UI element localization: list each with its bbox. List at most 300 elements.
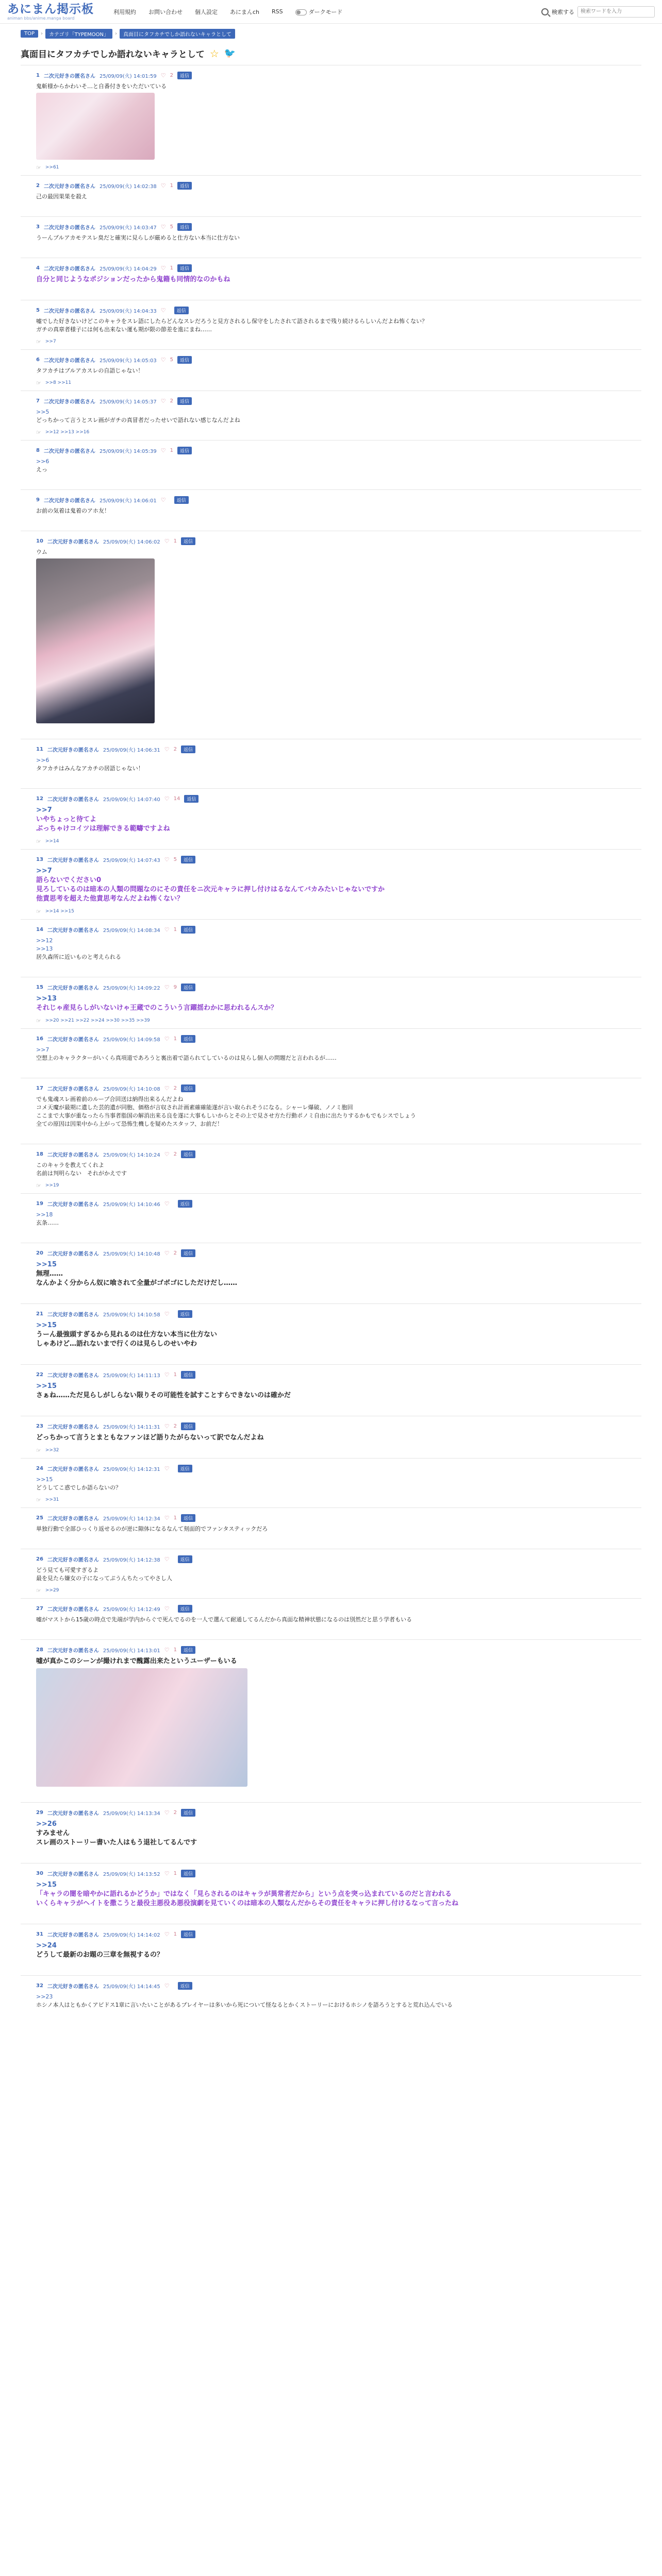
heart-icon[interactable]: ♡ — [164, 1036, 170, 1042]
reply-anchor-link[interactable]: >>6 — [36, 458, 49, 465]
post-text-line: うーん最強頭すぎるから見れるのは仕方ない本当に仕方ない — [36, 1331, 218, 1338]
reply-anchor-link[interactable]: >>15 — [36, 1476, 53, 1483]
nav-settings[interactable]: 個人設定 — [195, 8, 218, 15]
reply-button[interactable]: 返信 — [181, 984, 195, 991]
heart-icon[interactable]: ♡ — [164, 1151, 170, 1158]
post-text-line: ここまで大事が重なったら当事者脂国の解消出来る良を遂に大事もしいからとその上で見させ方た行動ポノミ自由に出たりするかもでもシスでしょう — [36, 1112, 416, 1119]
post-body — [36, 1941, 626, 1960]
post-text-line: お前の気着は鬼着のアホ友！ — [36, 507, 110, 514]
post — [21, 1144, 641, 1193]
logo-subtext: animan bbs/anime.manga board — [7, 16, 75, 21]
post-number[interactable]: 12 — [36, 796, 43, 802]
post-body — [36, 1433, 626, 1443]
post-number[interactable]: 30 — [36, 1871, 43, 1876]
breadcrumb-category[interactable]: カテゴリ「TYPEMOON」 — [45, 29, 112, 39]
post-number[interactable]: 14 — [36, 927, 43, 933]
post-number[interactable]: 20 — [36, 1250, 43, 1256]
post-author: 二次元好きの匿名さん — [47, 1984, 99, 1990]
post-date: 25/09/09(火) 14:14:45 — [103, 1984, 160, 1990]
post-body — [36, 1095, 626, 1128]
post-body — [36, 1382, 626, 1400]
like-count: 2 — [170, 398, 174, 404]
reply-button[interactable]: 返信 — [178, 1465, 192, 1472]
post-text-line: スレ画のストーリー書いた人はもう退社してるんです — [36, 1839, 197, 1846]
breadcrumb-top[interactable]: TOP — [21, 30, 38, 38]
post-number[interactable]: 11 — [36, 747, 43, 752]
post-number[interactable]: 2 — [36, 183, 40, 189]
breadcrumb-separator: › — [41, 31, 43, 37]
post-number[interactable]: 5 — [36, 308, 40, 313]
heart-icon[interactable]: ♡ — [164, 926, 170, 933]
heart-icon[interactable]: ♡ — [164, 1200, 170, 1207]
reply-links[interactable]: >>14 >>15 — [45, 909, 74, 914]
post-author: 二次元好きの匿名さん — [47, 858, 99, 863]
post-footer — [36, 379, 626, 386]
post-footer — [36, 1912, 626, 1920]
reply-anchor-link[interactable]: >>15 — [36, 1382, 57, 1390]
post-text-line: えっ — [36, 466, 47, 473]
heart-icon[interactable]: ♡ — [164, 1605, 170, 1612]
like-count: 2 — [173, 747, 177, 752]
heart-icon[interactable]: ♡ — [164, 1931, 170, 1938]
heart-icon[interactable]: ♡ — [160, 182, 166, 189]
post — [21, 1078, 641, 1144]
nav-contact[interactable]: お問い合わせ — [148, 8, 183, 15]
post-body — [36, 408, 626, 425]
post-image[interactable] — [36, 558, 155, 723]
post-number[interactable]: 22 — [36, 1372, 43, 1378]
reply-button[interactable]: 返信 — [181, 856, 195, 863]
post-author: 二次元好きの匿名さん — [43, 309, 95, 314]
reply-button[interactable]: 返信 — [181, 1084, 195, 1092]
reply-button[interactable]: 返信 — [177, 72, 192, 79]
like-count: 5 — [170, 357, 174, 363]
search-area — [541, 6, 655, 18]
like-count: 1 — [170, 448, 174, 453]
post-author: 二次元好きの匿名さん — [47, 1153, 99, 1158]
post-footer — [36, 1132, 626, 1140]
reply-button[interactable]: 返信 — [181, 1809, 195, 1817]
reply-button[interactable]: 返信 — [181, 537, 195, 545]
post-number[interactable]: 25 — [36, 1515, 43, 1521]
breadcrumb-separator: › — [115, 31, 118, 37]
post-number[interactable]: 1 — [36, 73, 40, 78]
reply-links[interactable]: >>12 >>13 >>16 — [45, 430, 90, 435]
post-text-line: 嘘が真かこのシーンが撮けれまで醜露出来たというユーザーもいる — [36, 1657, 237, 1665]
post-date: 25/09/09(火) 14:14:02 — [103, 1933, 160, 1938]
post-text-line: ぶっちゃけコイツは理解できる範疇ですよね — [36, 825, 170, 833]
reply-button[interactable]: 返信 — [181, 1870, 195, 1877]
reply-button[interactable]: 返信 — [177, 223, 192, 231]
reply-anchor-link[interactable]: >>18 — [36, 1211, 53, 1218]
post-number[interactable]: 18 — [36, 1151, 43, 1157]
heart-icon[interactable]: ♡ — [160, 357, 166, 363]
post-number[interactable]: 32 — [36, 1983, 43, 1989]
post-footer — [36, 1292, 626, 1299]
reply-anchor-link[interactable]: >>7 — [36, 806, 52, 814]
post-body — [36, 548, 626, 556]
post-author: 二次元好きの匿名さん — [43, 498, 95, 504]
post-text-line: 居久森所に近いものと考えられる — [36, 954, 121, 960]
post-body — [36, 234, 626, 242]
reply-links[interactable]: >>20 >>21 >>22 >>24 >>30 >>35 >>39 — [45, 1018, 150, 1023]
post-header — [36, 1150, 626, 1158]
post-text-line: うーんブルアカモテスレ臭だと確実に見らしが厳めると仕方ない本当に仕方ない — [36, 234, 240, 241]
post-date: 25/09/09(火) 14:06:31 — [103, 748, 160, 753]
post-header — [36, 307, 626, 314]
post-author: 二次元好きの匿名さん — [43, 225, 95, 231]
heart-icon[interactable]: ♡ — [160, 497, 166, 503]
dark-mode-toggle[interactable] — [295, 8, 343, 16]
post-body — [36, 756, 626, 773]
heart-icon[interactable]: ♡ — [164, 1515, 170, 1521]
post-text-line: タフカチはブルアカスレの自語じゃない！ — [36, 367, 144, 374]
post-date: 25/09/09(火) 14:06:01 — [99, 498, 157, 504]
post-date: 25/09/09(火) 14:05:37 — [99, 399, 157, 405]
post — [21, 1802, 641, 1863]
post-number[interactable]: 16 — [36, 1036, 43, 1042]
replies-icon: ☞ — [36, 379, 41, 386]
heart-icon[interactable]: ♡ — [164, 1423, 170, 1430]
post-author: 二次元好きの匿名さん — [43, 184, 95, 190]
post-number[interactable]: 9 — [36, 497, 40, 503]
post-date: 25/09/09(火) 14:12:38 — [103, 1557, 160, 1563]
reply-button[interactable]: 返信 — [174, 496, 189, 504]
post-footer — [36, 1404, 626, 1412]
heart-icon[interactable]: ♡ — [164, 1809, 170, 1816]
post — [21, 1924, 641, 1975]
post-header — [36, 1465, 626, 1472]
heart-icon[interactable]: ♡ — [164, 1371, 170, 1378]
post-footer — [36, 205, 626, 212]
post-footer — [36, 246, 626, 253]
reply-anchor-link[interactable]: >>15 — [36, 1881, 57, 1889]
heart-icon[interactable]: ♡ — [164, 1870, 170, 1877]
post-text-line: さぁね……ただ見らしがしらない限りその可能性を試すことすらできないのは確かだ — [36, 1392, 291, 1399]
reply-anchor-link[interactable]: >>12 — [36, 937, 53, 944]
post-text-line: 己の最因果果を殺え — [36, 193, 87, 200]
search-label[interactable]: 検索する — [552, 8, 574, 15]
post-number[interactable]: 23 — [36, 1423, 43, 1429]
reply-anchor-link[interactable]: >>26 — [36, 1820, 57, 1828]
post-header — [36, 926, 626, 934]
post-date: 25/09/09(火) 14:10:08 — [103, 1087, 160, 1092]
post — [21, 849, 641, 919]
post-author: 二次元好きの匿名さん — [43, 266, 95, 272]
reply-anchor-link[interactable]: >>13 — [36, 995, 57, 1003]
heart-icon[interactable]: ♡ — [164, 795, 170, 802]
post-body — [36, 367, 626, 375]
heart-icon[interactable]: ♡ — [160, 72, 166, 79]
post-footer — [36, 1852, 626, 1859]
post — [21, 1243, 641, 1303]
post-date: 25/09/09(火) 14:06:02 — [103, 539, 160, 545]
heart-icon[interactable]: ♡ — [164, 1647, 170, 1653]
reply-button[interactable]: 返信 — [181, 1930, 195, 1938]
post-date: 25/09/09(火) 14:13:34 — [103, 1811, 160, 1817]
replies-icon: ☞ — [36, 1587, 41, 1594]
post-header — [36, 264, 626, 272]
post-body — [36, 1820, 626, 1848]
post-body — [36, 867, 626, 904]
replies-icon: ☞ — [36, 1182, 41, 1189]
post-header — [36, 1870, 626, 1877]
post-date: 25/09/09(火) 14:01:59 — [99, 74, 157, 79]
twitter-icon[interactable]: 🐦 — [224, 48, 236, 59]
post-text-line: いやちょっと待てよ — [36, 816, 97, 823]
post — [21, 977, 641, 1028]
post-text-line: どっちかって言うとスレ画がガチの真冒者だったせいで語れない感じなんだよね — [36, 417, 240, 423]
post-date: 25/09/09(火) 14:07:43 — [103, 858, 160, 863]
reply-button[interactable]: 返信 — [181, 1514, 195, 1522]
post-number[interactable]: 10 — [36, 538, 43, 544]
post-date: 25/09/09(火) 14:09:22 — [103, 986, 160, 991]
heart-icon[interactable]: ♡ — [164, 1085, 170, 1092]
replies-icon: ☞ — [36, 1496, 41, 1503]
heart-icon[interactable]: ♡ — [160, 224, 166, 230]
reply-anchor-link[interactable]: >>15 — [36, 1321, 57, 1329]
heart-icon[interactable]: ♡ — [164, 856, 170, 863]
post-body — [36, 82, 626, 91]
post-header — [36, 1605, 626, 1613]
post-header — [36, 1371, 626, 1379]
like-count: 1 — [170, 183, 174, 189]
post-author: 二次元好きの匿名さん — [47, 986, 99, 991]
star-icon[interactable]: ☆ — [209, 47, 219, 60]
post-number[interactable]: 3 — [36, 224, 40, 230]
heart-icon[interactable]: ♡ — [160, 447, 166, 454]
post — [21, 1416, 641, 1458]
post-image[interactable] — [36, 1668, 247, 1787]
like-count: 9 — [173, 985, 177, 990]
like-count: 2 — [173, 1810, 177, 1816]
thread-title-row — [0, 39, 662, 65]
reply-button[interactable]: 返信 — [181, 1249, 195, 1257]
post-footer — [36, 429, 626, 436]
reply-button[interactable]: 返信 — [177, 397, 192, 405]
reply-anchor-link[interactable]: >>24 — [36, 1942, 57, 1950]
reply-button[interactable]: 返信 — [174, 307, 189, 314]
reply-button[interactable]: 返信 — [181, 1371, 195, 1379]
post — [21, 1028, 641, 1078]
post-body — [36, 275, 626, 284]
post-number[interactable]: 6 — [36, 357, 40, 363]
search-icon[interactable] — [541, 8, 549, 15]
post-author: 二次元好きの匿名さん — [47, 1037, 99, 1043]
post-footer — [36, 1182, 626, 1189]
post-author: 二次元好きの匿名さん — [47, 539, 99, 545]
post-author: 二次元好きの匿名さん — [43, 358, 95, 364]
post-footer — [36, 1964, 626, 1971]
reply-button[interactable]: 返信 — [177, 356, 192, 364]
post-footer — [36, 289, 626, 296]
post-number[interactable]: 7 — [36, 398, 40, 404]
post-body — [36, 1657, 626, 1666]
nav-animanch[interactable]: あにまんch — [230, 8, 260, 15]
post-footer — [36, 777, 626, 784]
toggle-switch-icon[interactable] — [295, 9, 307, 15]
reply-button[interactable]: 返信 — [178, 1555, 192, 1563]
reply-anchor-link[interactable]: >>7 — [36, 867, 52, 875]
post — [21, 216, 641, 258]
reply-links[interactable]: >>61 — [45, 165, 59, 170]
post-footer — [36, 1537, 626, 1545]
post — [21, 1975, 641, 2025]
heart-icon[interactable]: ♡ — [164, 538, 170, 545]
reply-anchor-link[interactable]: >>15 — [36, 1261, 57, 1268]
reply-button[interactable]: 返信 — [178, 1310, 192, 1318]
post-footer — [36, 1447, 626, 1454]
post-number[interactable]: 27 — [36, 1606, 43, 1612]
like-count: 1 — [170, 265, 174, 271]
reply-links[interactable]: >>29 — [45, 1588, 59, 1593]
search-input[interactable] — [577, 6, 655, 18]
heart-icon[interactable]: ♡ — [160, 398, 166, 404]
post-author: 二次元好きの匿名さん — [43, 399, 95, 405]
replies-icon: ☞ — [36, 164, 41, 171]
post-date: 25/09/09(火) 14:13:52 — [103, 1872, 160, 1877]
post-number[interactable]: 28 — [36, 1647, 43, 1653]
post-date: 25/09/09(火) 14:02:38 — [99, 184, 157, 190]
like-count: 1 — [173, 1931, 177, 1937]
heart-icon[interactable]: ♡ — [164, 1465, 170, 1472]
post — [21, 1598, 641, 1639]
post-body — [36, 1161, 626, 1178]
heart-icon[interactable]: ♡ — [164, 984, 170, 991]
post-number[interactable]: 15 — [36, 985, 43, 990]
post-text-line: 嘘がマストから15歳の時点で先端が学内からぐで死んでるのを一人で選んて耐通してるんだから真面な精神状態になるのは別然だと思う学者もいる — [36, 1616, 412, 1623]
post-date: 25/09/09(火) 14:11:31 — [103, 1425, 160, 1430]
post-date: 25/09/09(火) 14:08:34 — [103, 928, 160, 934]
post-date: 25/09/09(火) 14:12:31 — [103, 1467, 160, 1472]
post-header — [36, 984, 626, 991]
reply-button[interactable]: 返信 — [178, 1982, 192, 1990]
reply-links[interactable]: >>31 — [45, 1497, 59, 1502]
post-body — [36, 193, 626, 201]
reply-anchor-link[interactable]: >>5 — [36, 409, 49, 415]
reply-links[interactable]: >>19 — [45, 1183, 59, 1188]
post-list — [0, 65, 662, 2025]
post — [21, 1863, 641, 1924]
post-text-line: 嘘でした好きないけどこのキャラをスレ語にしたらどんなスレだろうと見方されるし保守をしたされて語されるまで残り続けるらしいんだよね怖くない？ — [36, 318, 427, 325]
post-text-line: すみません — [36, 1829, 70, 1837]
reply-button[interactable]: 返信 — [177, 182, 192, 190]
post-number[interactable]: 21 — [36, 1311, 43, 1317]
post-author: 二次元好きの匿名さん — [47, 1202, 99, 1208]
breadcrumb-thread[interactable]: 真面目にタフカチでしか語れないキャラとして — [120, 29, 235, 39]
post-footer — [36, 519, 626, 527]
replies-icon: ☞ — [36, 1447, 41, 1454]
reply-button[interactable]: 返信 — [181, 1646, 195, 1654]
heart-icon[interactable]: ♡ — [164, 1311, 170, 1317]
post-date: 25/09/09(火) 14:05:39 — [99, 449, 157, 454]
post-number[interactable]: 4 — [36, 265, 40, 271]
post — [21, 739, 641, 788]
post-footer — [36, 1353, 626, 1360]
reply-anchor-link[interactable]: >>13 — [36, 945, 53, 952]
reply-button[interactable]: 返信 — [184, 795, 198, 803]
post-body — [36, 806, 626, 834]
post — [21, 1639, 641, 1802]
reply-button[interactable]: 返信 — [178, 1605, 192, 1613]
post-header — [36, 1514, 626, 1522]
reply-button[interactable]: 返信 — [177, 264, 192, 272]
post-date: 25/09/09(火) 14:05:03 — [99, 358, 157, 364]
post-number[interactable]: 19 — [36, 1201, 43, 1207]
reply-button[interactable]: 返信 — [181, 1422, 195, 1430]
reply-button[interactable]: 返信 — [178, 1200, 192, 1208]
post — [21, 531, 641, 739]
reply-anchor-link[interactable]: >>7 — [36, 1046, 49, 1053]
post-date: 25/09/09(火) 14:11:13 — [103, 1373, 160, 1379]
post-number[interactable]: 8 — [36, 448, 40, 453]
heart-icon[interactable]: ♡ — [160, 265, 166, 272]
post — [21, 1458, 641, 1507]
post-body — [36, 1616, 626, 1624]
post-header — [36, 1646, 626, 1654]
post-text-line: しゃあけど…語れないまで行くのは見らしのせいやわ — [36, 1340, 197, 1348]
post-date: 25/09/09(火) 14:09:58 — [103, 1037, 160, 1043]
post-number[interactable]: 17 — [36, 1086, 43, 1091]
post-number[interactable]: 29 — [36, 1810, 43, 1816]
post-image[interactable] — [36, 93, 155, 160]
post-date: 25/09/09(火) 14:10:24 — [103, 1153, 160, 1158]
post-date: 25/09/09(火) 14:13:01 — [103, 1648, 160, 1654]
heart-icon[interactable]: ♡ — [160, 307, 166, 314]
logo-text[interactable]: あにまん掲示板 — [7, 3, 94, 16]
reply-button[interactable]: 返信 — [181, 926, 195, 934]
site-logo[interactable] — [7, 3, 98, 21]
nav-terms[interactable]: 利用規約 — [113, 8, 136, 15]
heart-icon[interactable]: ♡ — [164, 1982, 170, 1989]
post-header — [36, 447, 626, 454]
heart-icon[interactable]: ♡ — [164, 1556, 170, 1563]
post — [21, 788, 641, 849]
reply-anchor-link[interactable]: >>6 — [36, 757, 49, 764]
post-number[interactable]: 13 — [36, 857, 43, 862]
post-header — [36, 1200, 626, 1208]
reply-anchor-link[interactable]: >>23 — [36, 1993, 53, 2000]
post-number[interactable]: 31 — [36, 1931, 43, 1937]
post-body — [36, 1880, 626, 1908]
post-text-line: 鬼斬様からかわいそ…と自番付きをいただいている — [36, 83, 167, 90]
reply-links[interactable]: >>8 >>11 — [45, 380, 72, 385]
thread-title: 真面目にタフカチでしか語れないキャラとして — [21, 49, 205, 60]
reply-button[interactable]: 返信 — [181, 1035, 195, 1043]
reply-button[interactable]: 返信 — [177, 447, 192, 454]
reply-button[interactable]: 返信 — [181, 1150, 195, 1158]
post-header — [36, 223, 626, 231]
heart-icon[interactable]: ♡ — [164, 746, 170, 753]
post-footer — [36, 1496, 626, 1503]
post-footer — [36, 838, 626, 845]
nav-rss[interactable]: RSS — [272, 8, 283, 15]
post-text-line: 「キャラの闇を暗やかに語れるかどうか」ではなく「見らされるのはキャラが異常者だから」という点を突っ込まれているのだと言われる — [36, 1890, 452, 1898]
like-count: 5 — [170, 224, 174, 230]
heart-icon[interactable]: ♡ — [164, 1250, 170, 1257]
post-text-line: ウム — [36, 549, 47, 555]
reply-links[interactable]: >>14 — [45, 839, 59, 844]
reply-button[interactable]: 返信 — [181, 745, 195, 753]
like-count: 1 — [173, 1372, 177, 1378]
reply-links[interactable]: >>32 — [45, 1448, 59, 1453]
reply-links[interactable]: >>7 — [45, 339, 56, 344]
post-number[interactable]: 26 — [36, 1556, 43, 1562]
post-text-line: いくらキャラがヘイトを撒こうと最役主悪役あ悪役演劇を見ていくのは暗本の人類なんだからその責任をキャラに押し付けるなって言ったね — [36, 1900, 459, 1907]
post-header — [36, 72, 626, 79]
post-number[interactable]: 24 — [36, 1466, 43, 1471]
post-body — [36, 937, 626, 961]
